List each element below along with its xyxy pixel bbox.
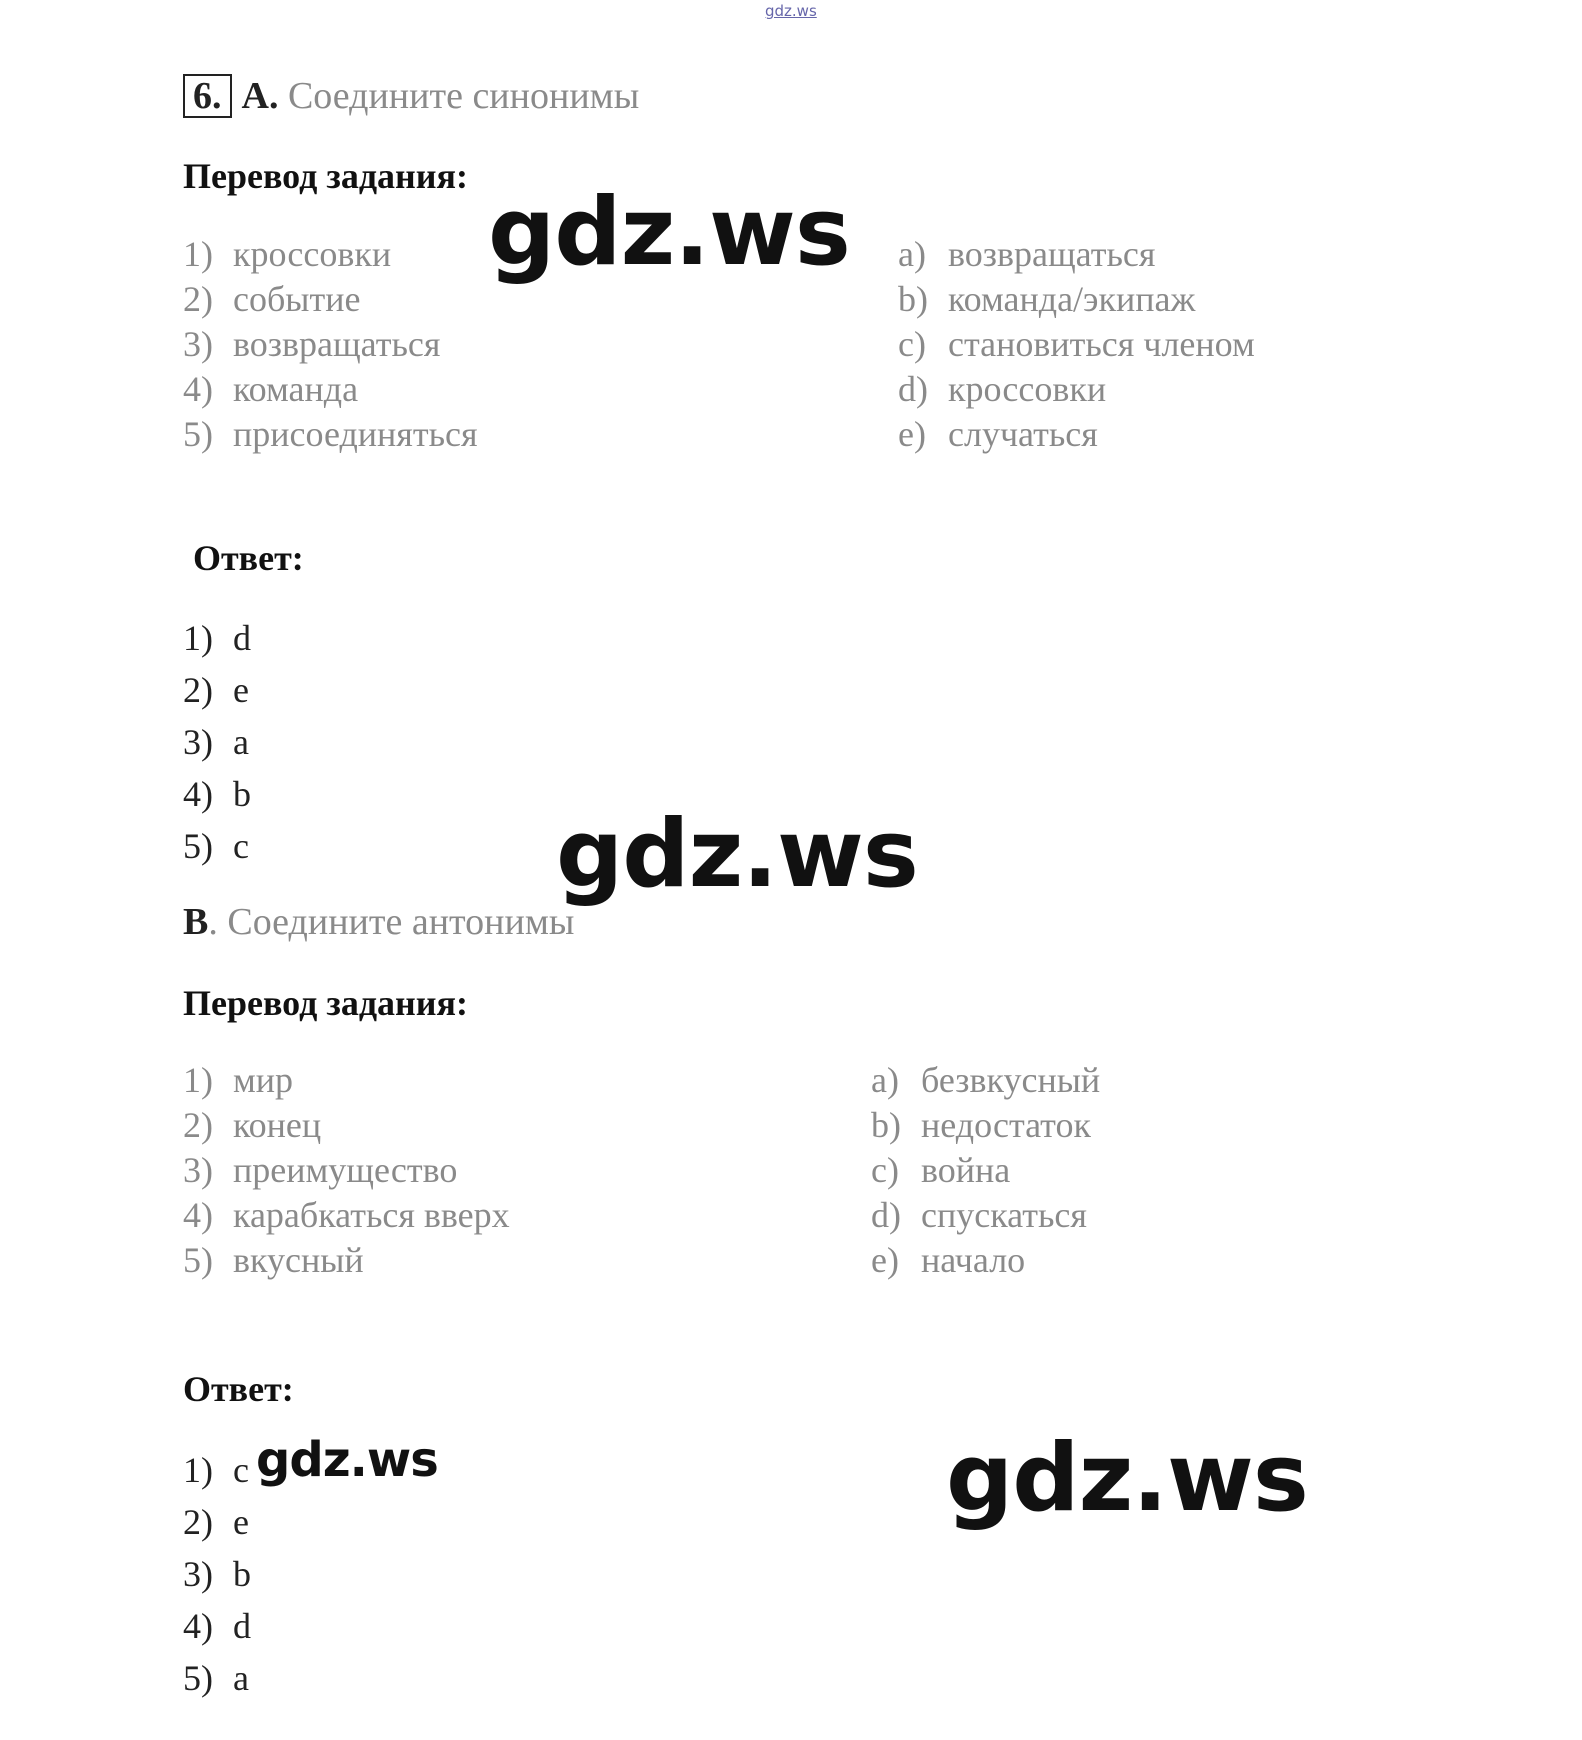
- answer-item: 5) a: [183, 1658, 249, 1698]
- list-item: 5) вкусный: [183, 1240, 364, 1280]
- watermark-4: gdz.ws: [946, 1424, 1308, 1533]
- list-item: 2) конец: [183, 1105, 322, 1145]
- list-item: 1) мир: [183, 1060, 294, 1100]
- list-item: 2) событие: [183, 279, 361, 319]
- task-b-title: [183, 900, 574, 944]
- list-item: 1) кроссовки: [183, 234, 392, 274]
- answer-item: 1) c: [183, 1450, 249, 1490]
- part-b-answer-heading: Ответ:: [183, 1369, 294, 1409]
- part-a-right-list: [898, 232, 1255, 457]
- part-a-left-list: [183, 232, 478, 457]
- list-item: a) безвкусный: [871, 1060, 1101, 1100]
- part-b-translation-heading: Перевод задания:: [183, 983, 468, 1023]
- list-item: 4) карабкаться вверх: [183, 1195, 510, 1235]
- answer-item: 1) d: [183, 618, 251, 658]
- watermark-3: gdz.ws: [256, 1432, 438, 1488]
- part-b-right-list: [871, 1058, 1100, 1283]
- answer-item: 2) e: [183, 670, 249, 710]
- list-item: c) становиться членом: [898, 324, 1255, 364]
- part-b-answers: [183, 1444, 251, 1704]
- list-item: 4) команда: [183, 369, 359, 409]
- answer-item: 3) b: [183, 1554, 251, 1594]
- answer-item: 2) e: [183, 1502, 249, 1542]
- list-item: d) кроссовки: [898, 369, 1107, 409]
- list-item: 5) присоединяться: [183, 414, 478, 454]
- list-item: c) война: [871, 1150, 1011, 1190]
- list-item: d) спускаться: [871, 1195, 1087, 1235]
- task-b-letter: B: [183, 901, 209, 943]
- task-b-instruction: . Соедините антонимы: [208, 901, 575, 943]
- part-a-answers: [183, 612, 251, 872]
- list-item: b) недостаток: [871, 1105, 1091, 1145]
- list-item: 3) преимущество: [183, 1150, 458, 1190]
- part-b-left-list: [183, 1058, 510, 1283]
- watermark-1: gdz.ws: [488, 178, 850, 287]
- task-a-letter: A.: [241, 75, 279, 117]
- answer-item: 5) c: [183, 826, 249, 866]
- task-number: 6.: [183, 74, 232, 118]
- list-item: b) команда/экипаж: [898, 279, 1196, 319]
- answer-item: 4) d: [183, 1606, 251, 1646]
- list-item: 3) возвращаться: [183, 324, 441, 364]
- answer-item: 4) b: [183, 774, 251, 814]
- part-a-answer-heading: Ответ:: [193, 538, 304, 578]
- task-a-title: [183, 74, 639, 118]
- answer-item: 3) a: [183, 722, 249, 762]
- watermark-2: gdz.ws: [556, 800, 918, 909]
- task-a-instruction: Соедините синонимы: [287, 75, 640, 117]
- list-item: e) случаться: [898, 414, 1098, 454]
- part-a-translation-heading: Перевод задания:: [183, 156, 468, 196]
- list-item: a) возвращаться: [898, 234, 1156, 274]
- list-item: e) начало: [871, 1240, 1026, 1280]
- top-site-link[interactable]: gdz.ws: [765, 2, 817, 20]
